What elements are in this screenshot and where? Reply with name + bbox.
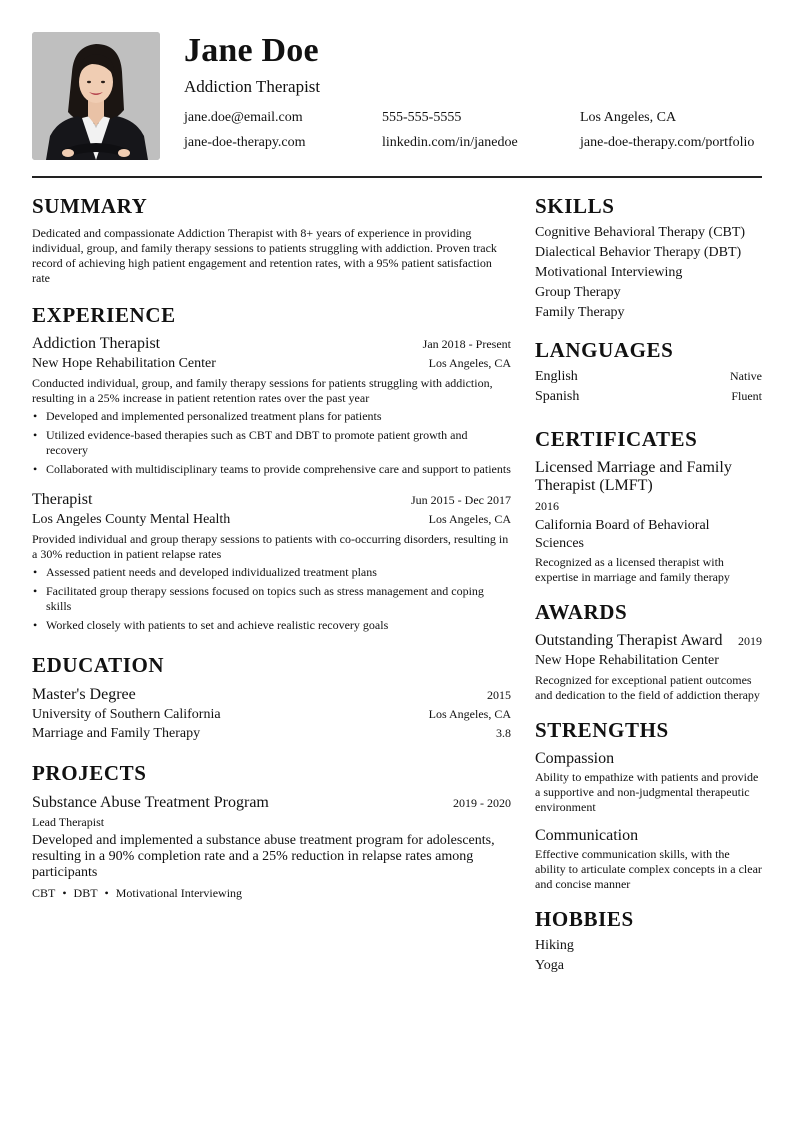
language-level: Fluent bbox=[731, 389, 762, 403]
skill-item: Motivational Interviewing bbox=[535, 265, 683, 280]
projects-section bbox=[32, 761, 511, 901]
tag: CBT bbox=[32, 886, 56, 900]
language-name: Spanish bbox=[535, 389, 580, 404]
section-heading: PROJECTS bbox=[32, 761, 147, 785]
education-section bbox=[32, 653, 511, 743]
profile-photo bbox=[32, 32, 160, 160]
skill-item: Cognitive Behavioral Therapy (CBT) bbox=[535, 225, 746, 240]
school-location: Los Angeles, CA bbox=[428, 707, 511, 721]
certificate-issuer: California Board of Behavioral Sciences bbox=[535, 518, 710, 551]
bullet-icon: • bbox=[33, 618, 38, 632]
job-description: Conducted individual, group, and family therapy sessions for patients struggling with addiction, resulting in a 25% increase in patient retention rates over the past year bbox=[32, 376, 493, 405]
contact-linkedin[interactable]: linkedin.com/in/janedoe bbox=[382, 135, 518, 150]
experience-entry bbox=[32, 490, 511, 633]
award-year: 2019 bbox=[738, 634, 762, 648]
section-heading: LANGUAGES bbox=[535, 338, 674, 362]
skill-item: Group Therapy bbox=[535, 285, 621, 300]
list-item: • Facilitated group therapy sessions focused on topics such as stress management and coping skills bbox=[33, 584, 484, 613]
list-item: • Developed and implemented personalized treatment plans for patients bbox=[33, 409, 382, 423]
contact-email[interactable]: jane.doe@email.com bbox=[184, 110, 303, 125]
experience-section bbox=[32, 303, 511, 633]
contact-portfolio[interactable]: jane-doe-therapy.com/portfolio bbox=[580, 135, 755, 150]
header-divider bbox=[32, 176, 762, 178]
contact-phone[interactable]: 555-555-5555 bbox=[382, 110, 462, 125]
school: University of Southern California bbox=[32, 707, 221, 722]
resume-header bbox=[32, 32, 762, 160]
project-role: Lead Therapist bbox=[32, 815, 105, 829]
awards-section bbox=[535, 600, 762, 703]
candidate-title: Addiction Therapist bbox=[184, 77, 321, 96]
hobby-item: Yoga bbox=[535, 958, 564, 973]
experience-entry bbox=[32, 334, 511, 477]
strength-name: Compassion bbox=[535, 750, 615, 767]
job-bullets bbox=[32, 409, 511, 477]
left-column bbox=[32, 194, 511, 901]
job-company: New Hope Rehabilitation Center bbox=[32, 356, 216, 371]
gpa: 3.8 bbox=[496, 726, 511, 740]
section-heading: EDUCATION bbox=[32, 653, 165, 677]
project-dates: 2019 - 2020 bbox=[453, 796, 511, 810]
graduation-year: 2015 bbox=[487, 688, 511, 702]
job-bullets bbox=[32, 565, 511, 633]
section-heading: HOBBIES bbox=[535, 907, 634, 931]
section-heading: AWARDS bbox=[535, 600, 628, 624]
job-title: Therapist bbox=[32, 491, 93, 508]
field-of-study: Marriage and Family Therapy bbox=[32, 726, 201, 741]
language-level: Native bbox=[730, 369, 762, 383]
bullet-icon: • bbox=[33, 462, 38, 476]
hobby-item: Hiking bbox=[535, 938, 574, 953]
language-row bbox=[535, 387, 762, 407]
certificate-description: Recognized as a licensed therapist with expertise in marriage and family therapy bbox=[535, 555, 730, 584]
bullet-icon: • bbox=[33, 409, 38, 423]
section-heading: STRENGTHS bbox=[535, 718, 669, 742]
job-description: Provided individual and group therapy sessions to patients with co-occurring disorders, resulting in a 30% reduction in patient relapse rates bbox=[32, 532, 509, 561]
skill-item: Dialectical Behavior Therapy (DBT) bbox=[535, 245, 742, 260]
list-item: • Assessed patient needs and developed individualized treatment plans bbox=[33, 565, 377, 579]
degree: Master's Degree bbox=[32, 686, 136, 703]
section-heading: EXPERIENCE bbox=[32, 303, 176, 327]
right-column bbox=[535, 194, 762, 976]
list-item: • Utilized evidence-based therapies such as CBT and DBT to promote patient growth and recovery bbox=[33, 428, 468, 457]
strength-description: Ability to empathize with patients and provide a supportive and non-judgmental therapeutic environment bbox=[535, 770, 759, 814]
language-name: English bbox=[535, 369, 578, 384]
section-heading: SKILLS bbox=[535, 194, 615, 218]
bullet-icon: • bbox=[33, 428, 38, 442]
certificate-year: 2016 bbox=[535, 499, 559, 513]
bullet-icon: • bbox=[33, 584, 38, 598]
summary-text: Dedicated and compassionate Addiction Therapist with 8+ years of experience in providing individual, group, and family therapy sessions to patients struggling with addiction. Proven track record of achieving high patient engagement and retention rates, with a 95% patient satisfaction rate bbox=[32, 226, 497, 285]
tag-separator: • bbox=[62, 886, 67, 900]
job-location: Los Angeles, CA bbox=[428, 512, 511, 526]
strengths-section bbox=[535, 718, 762, 892]
list-item: • Worked closely with patients to set and achieve realistic recovery goals bbox=[33, 618, 389, 632]
job-title: Addiction Therapist bbox=[32, 335, 161, 352]
contact-website[interactable]: jane-doe-therapy.com bbox=[184, 135, 306, 150]
hobbies-section bbox=[535, 907, 762, 976]
project-description: Developed and implemented a substance abuse treatment program for adolescents, resulting in a 90% completion rate and a 25% reduction in relapse rates among participants bbox=[32, 833, 495, 880]
job-location: Los Angeles, CA bbox=[428, 356, 511, 370]
list-item: • Collaborated with multidisciplinary teams to provide comprehensive care and support to patients bbox=[33, 462, 511, 476]
tag: Motivational Interviewing bbox=[115, 886, 243, 900]
award-name: Outstanding Therapist Award bbox=[535, 632, 723, 649]
tag: DBT bbox=[73, 886, 98, 900]
project-tags bbox=[32, 885, 511, 901]
skill-item: Family Therapy bbox=[535, 305, 625, 320]
job-company: Los Angeles County Mental Health bbox=[32, 512, 231, 527]
languages-section bbox=[535, 338, 762, 407]
job-dates: Jan 2018 - Present bbox=[422, 337, 511, 351]
certificate-name: Licensed Marriage and Family Therapist (LMFT) bbox=[535, 459, 732, 494]
strength-name: Communication bbox=[535, 827, 639, 844]
skills-section bbox=[535, 194, 762, 323]
candidate-name: Jane Doe bbox=[184, 32, 319, 69]
summary-section bbox=[32, 194, 511, 286]
project-name: Substance Abuse Treatment Program bbox=[32, 794, 269, 811]
job-dates: Jun 2015 - Dec 2017 bbox=[411, 493, 511, 507]
certificates-section bbox=[535, 427, 762, 585]
section-heading: CERTIFICATES bbox=[535, 427, 698, 451]
language-row bbox=[535, 367, 762, 387]
award-description: Recognized for exceptional patient outcomes and dedication to the field of addiction therapy bbox=[535, 673, 760, 702]
bullet-icon: • bbox=[33, 565, 38, 579]
section-heading: SUMMARY bbox=[32, 194, 148, 218]
contact-location: Los Angeles, CA bbox=[580, 110, 677, 125]
strength-description: Effective communication skills, with the ability to articulate complex concepts in a clear and concise manner bbox=[535, 847, 762, 891]
tag-separator: • bbox=[104, 886, 109, 900]
award-issuer: New Hope Rehabilitation Center bbox=[535, 653, 719, 668]
